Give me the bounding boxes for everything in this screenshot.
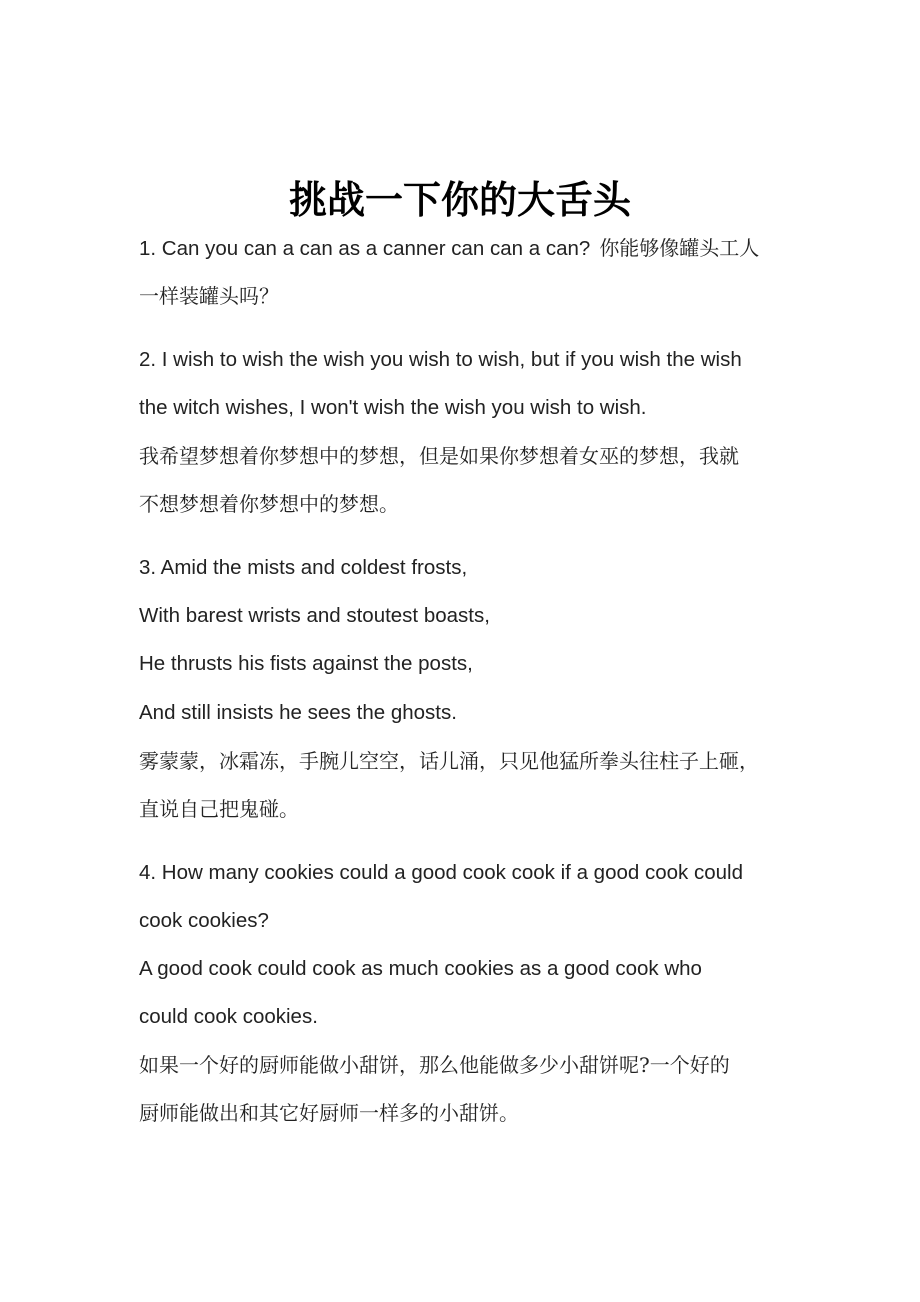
item-4-line-5: 如果一个好的厨师能做小甜饼，那么他能做多少小甜饼呢?一个好的 xyxy=(139,1053,730,1077)
item-3-line-6: 直说自己把鬼碰。 xyxy=(139,797,299,821)
item-1-line-1-cn: 你能够像罐头工人 xyxy=(599,236,760,260)
item-4-line-6: 厨师能做出和其它好厨师一样多的小甜饼。 xyxy=(139,1101,519,1125)
item-2-line-3: 我希望梦想着你梦想中的梦想，但是如果你梦想着女巫的梦想，我就 xyxy=(139,444,739,468)
document-title: 挑战一下你的大舌头 xyxy=(288,178,631,222)
item-3-line-2: With barest wrists and stoutest boasts, xyxy=(139,604,490,627)
item-1-line-1 xyxy=(139,234,789,263)
item-3-line-1: 3. Amid the mists and coldest frosts, xyxy=(139,556,468,579)
item-4-line-3: A good cook could cook as much cookies as a good cook who xyxy=(139,957,702,980)
item-4-line-2: cook cookies? xyxy=(139,909,269,932)
item-3-line-5: 雾蒙蒙，冰霜冻，手腕儿空空，话儿涌，只见他猛所拳头往柱子上砸， xyxy=(139,749,759,773)
item-2-line-1: 2. I wish to wish the wish you wish to wish, but if you wish the wish xyxy=(139,348,742,371)
item-1-line-2: 一样装罐头吗？ xyxy=(139,284,279,308)
item-1-line-1-en: 1. Can you can a can as a canner can can a can? xyxy=(139,237,591,260)
item-3-line-4: And still insists he sees the ghosts. xyxy=(139,701,457,724)
item-4-line-4: could cook cookies. xyxy=(139,1005,318,1028)
item-2-line-4: 不想梦想着你梦想中的梦想。 xyxy=(139,492,399,516)
item-3-line-3: He thrusts his fists against the posts, xyxy=(139,652,473,675)
item-2-line-2: the witch wishes, I won't wish the wish you wish to wish. xyxy=(139,396,647,419)
item-4-line-1: 4. How many cookies could a good cook cook if a good cook could xyxy=(139,861,743,884)
